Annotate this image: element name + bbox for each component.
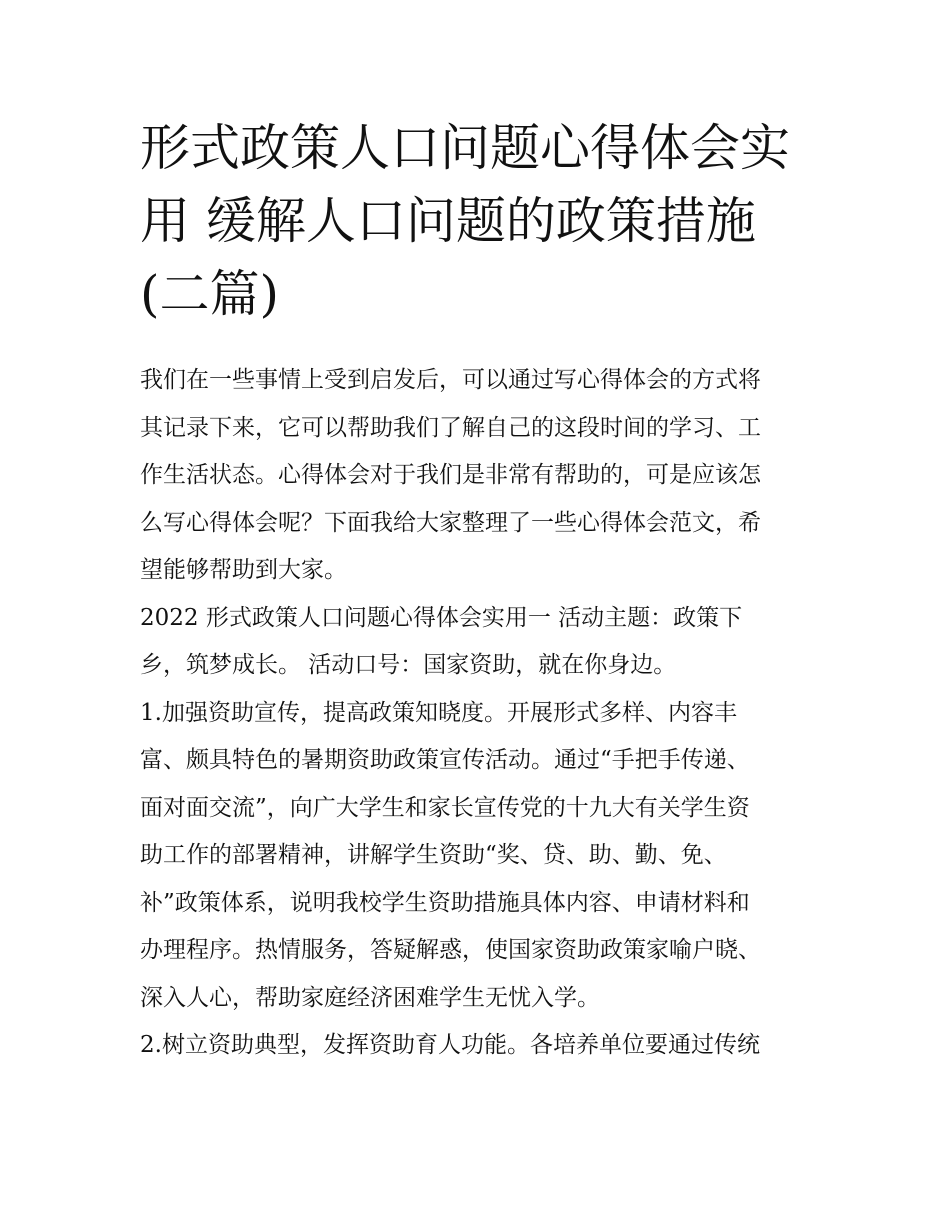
paragraph-line: 2022 形式政策人口问题心得体会实用一 活动主题：政策下 (140, 604, 743, 631)
paragraph-line: 望能够帮助到大家。 (140, 557, 347, 583)
paragraph-line: 乡，筑梦成长。 活动口号：国家资助，就在你身边。 (140, 652, 677, 678)
paragraph-line: 助工作的部署精神，讲解学生资助“奖、贷、助、勤、免、 (140, 842, 727, 868)
paragraph-line: 其记录下来，它可以帮助我们了解自己的这段时间的学习、工 (140, 414, 761, 441)
paragraph-line: 我们在一些事情上受到启发后，可以通过写心得体会的方式将 (140, 367, 761, 393)
paragraph-line: 面对面交流”，向广大学生和家长宣传党的十九大有关学生资 (140, 794, 750, 821)
title-line: 形式政策人口问题心得体会实 (140, 119, 790, 177)
title-line: 用 缓解人口问题的政策措施 (140, 192, 756, 250)
paragraph-line: 作生活状态。心得体会对于我们是非常有帮助的，可是应该怎 (140, 462, 761, 488)
paragraph-line: 2.树立资助典型，发挥资助育人功能。各培养单位要通过传统 (140, 1032, 760, 1058)
paragraph-line: 么写心得体会呢？下面我给大家整理了一些心得体会范文，希 (140, 509, 761, 536)
paragraph-line: 深入人心，帮助家庭经济困难学生无忧入学。 (140, 984, 600, 1011)
document-body (140, 357, 830, 1070)
paragraph-line: 1.加强资助宣传，提高政策知晓度。开展形式多样、内容丰 (140, 699, 737, 726)
paragraph-line: 富、颇具特色的暑期资助政策宣传活动。通过“手把手传递、 (140, 747, 750, 773)
paragraph-line: 办理程序。热情服务，答疑解惑，使国家资助政策家喻户晓、 (140, 937, 761, 963)
document-title (140, 112, 830, 331)
title-line: (二篇) (140, 265, 280, 323)
paragraph-line: 补”政策体系，说明我校学生资助措施具体内容、申请材料和 (140, 889, 750, 916)
